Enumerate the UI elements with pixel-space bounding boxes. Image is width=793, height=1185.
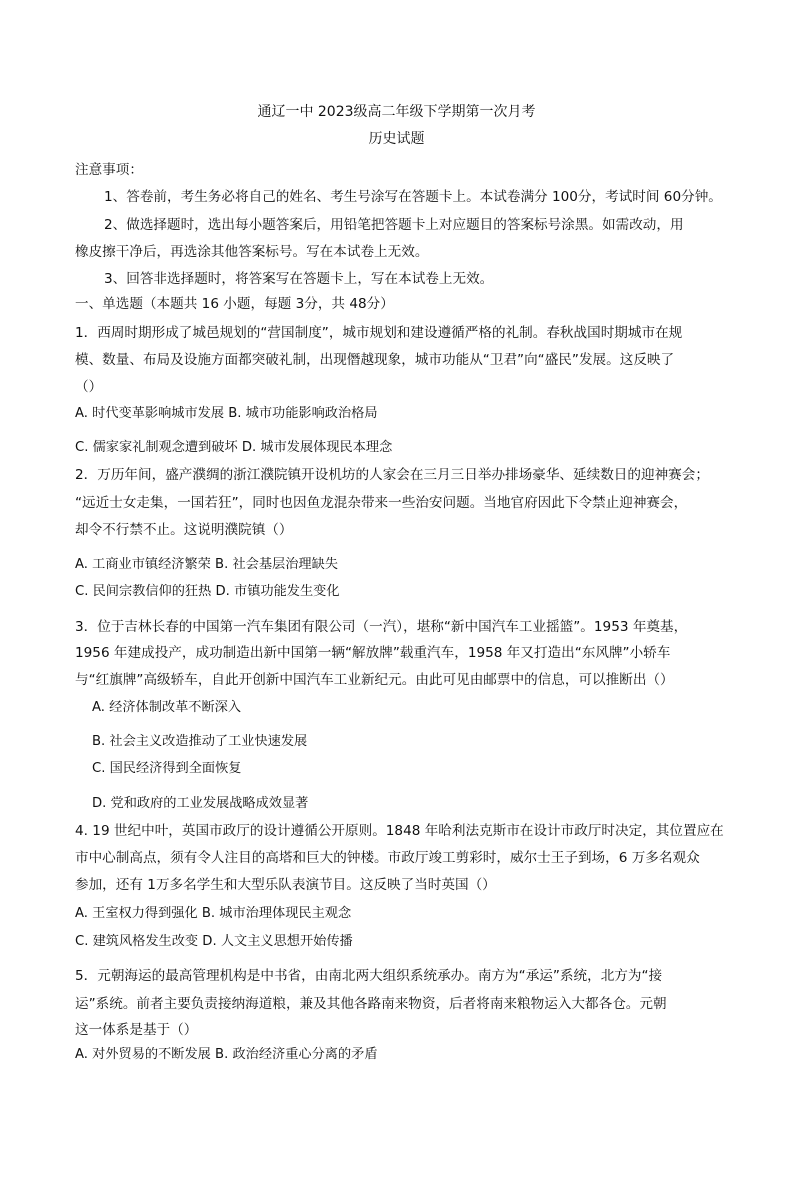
question-5-options-ab: A. 对外贸易的不断发展 B. 政治经济重心分离的矛盾 [75,1047,378,1062]
question-5-line-2: 运”系统。前者主要负责接纳海道粮，兼及其他各路南来物资，后者将南来粮物运入大都各仓。元朝 [75,996,667,1012]
exam-subject: 历史试题 [368,131,425,147]
note-1: 1、答卷前，考生务必将自己的姓名、考生号涂写在答题卡上。本试卷满分 100分，考试时间 60分钟。 [104,189,722,205]
question-4-options-cd: C. 建筑风格发生改变 D. 人文主义思想开始传播 [75,934,353,949]
note-2-line-2: 橡皮擦干净后，再选涂其他答案标号。写在本试卷上无效。 [75,244,429,260]
exam-title: 通辽一中 2023级高二年级下学期第一次月考 [257,104,536,120]
question-3-option-b: B. 社会主义改造推动了工业快速发展 [92,734,308,749]
question-1-line-2: 模、数量、布局及设施方面都突破礼制，出现僭越现象，城市功能从“卫君”向“盛民”发展。这反映了 [75,352,675,368]
question-1-options-cd: C. 儒家家礼制观念遭到破坏 D. 城市发展体现民本理念 [75,440,393,455]
question-5-line-3: 这一体系是基于（） [75,1022,198,1038]
question-3-option-a: A. 经济体制改革不断深入 [92,700,242,715]
question-5-line-1: 5．元朝海运的最高管理机构是中书省，由南北两大组织系统承办。南方为“承运”系统，北方为“接 [75,968,663,984]
question-1-options-ab: A. 时代变革影响城市发展 B. 城市功能影响政治格局 [75,406,378,421]
question-2-options-cd: C. 民间宗教信仰的狂热 D. 市镇功能发生变化 [75,584,340,599]
question-2-line-3: 却令不行禁不止。这说明濮院镇（） [75,522,293,538]
question-1-line-3: （） [75,379,103,395]
question-4-line-2: 市中心制高点，须有令人注目的高塔和巨大的钟楼。市政厅竣工剪彩时，威尔士王子到场，6 万多名观众 [75,850,700,866]
question-2-line-1: 2．万历年间，盛产濮绸的浙江濮院镇开设机坊的人家会在三月三日举办排场豪华、延续数日的迎神赛会； [75,467,709,483]
note-3: 3、回答非选择题时，将答案写在答题卡上，写在本试卷上无效。 [104,271,494,287]
question-2-options-ab: A. 工商业市镇经济繁荣 B. 社会基层治理缺失 [75,557,338,572]
question-3-line-2: 1956 年建成投产，成功制造出新中国第一辆“解放牌”载重汽车，1958 年又打造出“东风牌”小轿车 [75,645,671,661]
section-heading: 一、单选题（本题共 16 小题，每题 3分，共 48分） [75,296,394,312]
note-2-line-1: 2、做选择题时，选出每小题答案后，用铅笔把答题卡上对应题目的答案标号涂黑。如需改动，用 [104,217,684,233]
question-3-option-c: C. 国民经济得到全面恢复 [92,761,242,776]
question-4-options-ab: A. 王室权力得到强化 B. 城市治理体现民主观念 [75,906,352,921]
question-4-line-1: 4. 19 世纪中叶，英国市政厅的设计遵循公开原则。1848 年哈利法克斯市在设计市政厅时决定，其位置应在 [75,823,724,839]
question-3-line-3: 与“红旗牌”高级轿车，自此开创新中国汽车工业新纪元。由此可见由邮票中的信息，可以推断出（） [75,672,674,688]
question-4-line-3: 参加，还有 1万多名学生和大型乐队表演节目。这反映了当时英国（） [75,877,496,893]
question-1-line-1: 1．西周时期形成了城邑规划的“营国制度”，城市规划和建设遵循严格的礼制。春秋战国时期城市在规 [75,325,683,341]
question-3-line-1: 3．位于吉林长春的中国第一汽车集团有限公司（一汽），堪称“新中国汽车工业摇篮”。1953 年奠基， [75,619,688,635]
notes-heading: 注意事项： [75,162,143,178]
question-3-option-d: D. 党和政府的工业发展战略成效显著 [92,796,309,811]
question-2-line-2: “远近士女走集，一国若狂”，同时也因鱼龙混杂带来一些治安问题。当地官府因此下令禁止迎神赛会， [75,495,688,511]
